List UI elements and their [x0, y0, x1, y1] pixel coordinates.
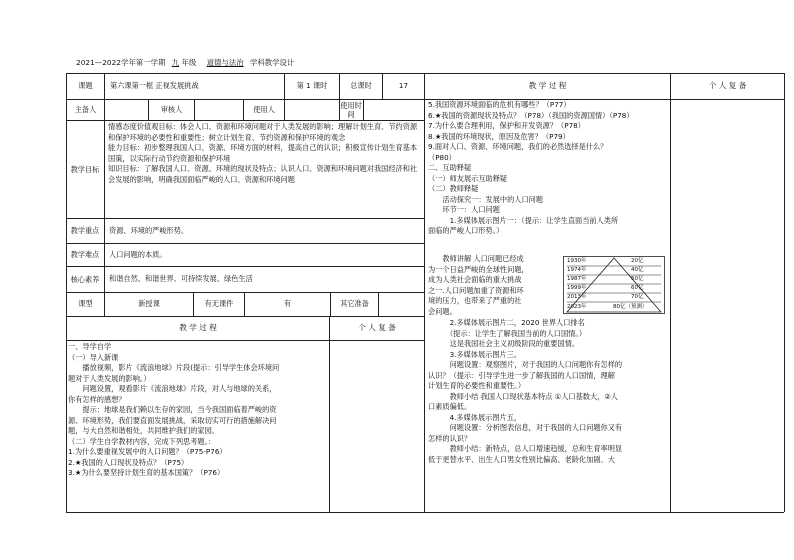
pyramid-value: 70亿: [631, 294, 644, 300]
left-line: 一、导学自学: [68, 342, 112, 351]
right-line: 问题设置：分析图表信息，对于我国的人口问题你又有: [428, 423, 623, 432]
left-line: （一）导入新课: [68, 352, 119, 362]
key-label: 教学重点: [70, 226, 100, 235]
right-line: 9.面对人口、资源、环境问题，我们的必然选择是什么？: [428, 142, 608, 151]
right-line: 8.★我国的环境现状，原因及危害？（P79）: [428, 131, 570, 141]
topic-label: 课题: [78, 81, 93, 91]
other-label: 其它准备: [340, 299, 369, 309]
right-line: 二、互助释疑: [428, 163, 472, 172]
total-label: 总课时: [350, 81, 372, 91]
left-line: 问题设置，观看影片《流浪地球》片段，对人与地球的关系，: [68, 384, 277, 393]
right-process-bottom: [428, 318, 668, 465]
right-process-side: [428, 254, 558, 317]
population-pyramid-figure: [563, 256, 665, 314]
left-line: 你有怎样的感想？: [68, 394, 126, 404]
subject-value: 道德与法治: [206, 58, 244, 67]
semester-text: 2021—2022学年第一学期: [76, 58, 166, 67]
preparer-label: 主备人: [74, 104, 97, 114]
pyramid-year: 1974年: [567, 267, 587, 273]
left-line: 题对于人类发展的影响。）: [68, 373, 151, 383]
left-process-head: 教 学 过 程: [179, 323, 217, 333]
right-line: 低于更替水平、出生人口男女性别比偏高、老龄化加剧、大: [428, 454, 615, 464]
right-line: 6.★我国的资源现状及特点？（P78）（我国的资源国情）（P78）: [428, 110, 634, 120]
right-line: （P80）: [428, 152, 456, 162]
left-process-body: [68, 342, 328, 479]
right-line: 2.多媒体展示图片二，2020 世界人口排名: [428, 318, 585, 327]
right-line: 环节一：人口问题: [428, 205, 500, 214]
document-header: [76, 58, 294, 69]
goals-text: 情感态度价值观目标：体会人口、资源和环境问题对于人类发展的影响；理解计划生育、节约资源和保护环境的必要性和重要性；树立计划生育、节约资源和保护环境的观念 能力目标：初步整理我国人口、资源、环境方面的材料，提高自己的认识；积极宣传计划生育基本国策，以实际行动节约资源和保护环境 知识目标：了解我国人口、资源、环境的现状及特点；认识人口、资源和环境问题对我国经济和社会发展的影响，明确我国面临严峻的人口、资源和环境问题: [108, 122, 418, 184]
pyramid-value: 40亿: [631, 267, 644, 273]
core-label: 核心素养: [70, 274, 100, 284]
right-review-head: 个 人 复 备: [708, 81, 747, 91]
right-line: 怎样的认识？: [428, 433, 472, 443]
left-line: 1.为什么要重视发展中的人口问题？（P75-P76）: [68, 447, 227, 456]
core-text: 和谐自然、和谐世界、可持续发展、绿色生活: [109, 274, 253, 284]
right-line: 面临的严峻人口形势。）: [428, 226, 504, 235]
right-line: 4.多媒体展示图片五，: [428, 412, 522, 422]
pyramid-value: 50亿: [631, 276, 644, 282]
right-line: 教师小结 我国人口现状基本特点 ①人口基数大，②人: [428, 391, 618, 401]
right-process-top: [428, 100, 668, 237]
pyramid-value: 80亿（预测）: [613, 304, 648, 310]
type-label: 课型: [78, 299, 93, 309]
right-side-line: 成为人类社会面临的重大挑战: [428, 275, 522, 284]
pyramid-year: 2013年: [567, 294, 587, 300]
right-side-line: 为一个日益严峻的全球性问题，: [428, 264, 529, 274]
left-line: 题，与大自然和谐相处，共同维护我们的家园。: [68, 426, 219, 435]
right-line: 1.多媒体展示图片一：（提示：让学生直面当前人类所: [428, 215, 619, 225]
right-line: 问题设置：观察图片，对于我国的人口问题你有怎样的: [428, 360, 623, 369]
left-line: 源、环境形势，我们要直面发展挑战，采取切实可行的措施解决问: [68, 415, 277, 425]
goals-label: 教学目标: [70, 164, 100, 174]
right-side-line: 之一.人口问题加重了资源和环: [428, 285, 524, 295]
period-label: 第 1 课时: [296, 81, 328, 91]
right-line: 口素质偏低。: [428, 402, 472, 411]
left-line: （二）学生自学教材内容，完成下列思考题。：: [68, 436, 216, 446]
right-side-line: 教师讲解 人口问题已经成: [428, 254, 524, 263]
pyramid-year: 2023年: [567, 304, 587, 310]
left-review-head: 个 人 复 备: [358, 323, 396, 333]
pyramid-value: 20亿: [631, 258, 644, 264]
right-side-line: 会问题。: [428, 306, 457, 316]
right-line: （一）师友展示互助释疑: [428, 173, 508, 183]
right-line: 教师小结：新特点，总人口增速趋缓，总和生育率明显: [428, 444, 623, 453]
pyramid-year: 1987年: [567, 276, 587, 282]
right-line: （二）教师释疑: [428, 184, 479, 193]
right-line: 5.我国资源环境面临的危机有哪些？（P77）: [428, 100, 571, 109]
user-label: 使用人: [253, 104, 275, 114]
right-line: 7.为什么要合理利用，保护和开发资源？（P78）: [428, 121, 585, 130]
courseware-value: 有: [283, 299, 292, 309]
left-line: 提示：地球是我们赖以生存的家园，当今我国面临着严峻的资: [68, 405, 277, 414]
right-line: 认识？（提示：引导学生进一步了解我国的人口国情，理解: [428, 370, 615, 380]
right-line: 活动探究一：发展中的人口问题: [428, 194, 544, 204]
right-line: 3.多媒体展示图片三。: [428, 349, 522, 359]
right-line: 计划生育的必要性和重要性。）: [428, 381, 526, 390]
type-value: 新授课: [138, 299, 160, 309]
topic-value: 第六课第一框 正视发展挑战: [110, 81, 199, 91]
difficult-text: 人口问题的本质。: [109, 249, 167, 259]
pyramid-year: 1930年: [567, 258, 587, 264]
left-line: 播放视频，影片《流浪地球》片段(提示：引导学生体会环境问: [68, 363, 280, 372]
grade-suffix: 年级: [181, 58, 197, 67]
pyramid-value: 60亿: [631, 285, 644, 291]
grade-value: 九: [171, 58, 180, 67]
key-text: 资源、环境的严峻形势。: [109, 225, 189, 235]
total-value: 17: [398, 81, 409, 91]
left-line: 3.★为什么要坚持计划生育的基本国策？（P76）: [68, 468, 225, 477]
reviewer-label: 审核人: [160, 104, 183, 114]
courseware-label: 有无课件: [204, 299, 234, 309]
right-line: 这是我国社会主义初级阶段的重要国情。: [428, 339, 579, 348]
left-line: 2.★我国的人口现状及特点？（P75）: [68, 457, 189, 467]
right-process-head: 教 学 过 程: [528, 81, 567, 91]
pyramid-year: 1999年: [567, 285, 587, 291]
difficult-label: 教学难点: [70, 250, 100, 259]
header-suffix: 学科教学设计: [249, 58, 295, 67]
right-line: （提示：让学生了解我国当前的人口国情。）: [428, 328, 587, 338]
right-side-line: 境的压力，也带来了严重的社: [428, 296, 522, 305]
usetime-label: 使用时间: [340, 101, 362, 119]
